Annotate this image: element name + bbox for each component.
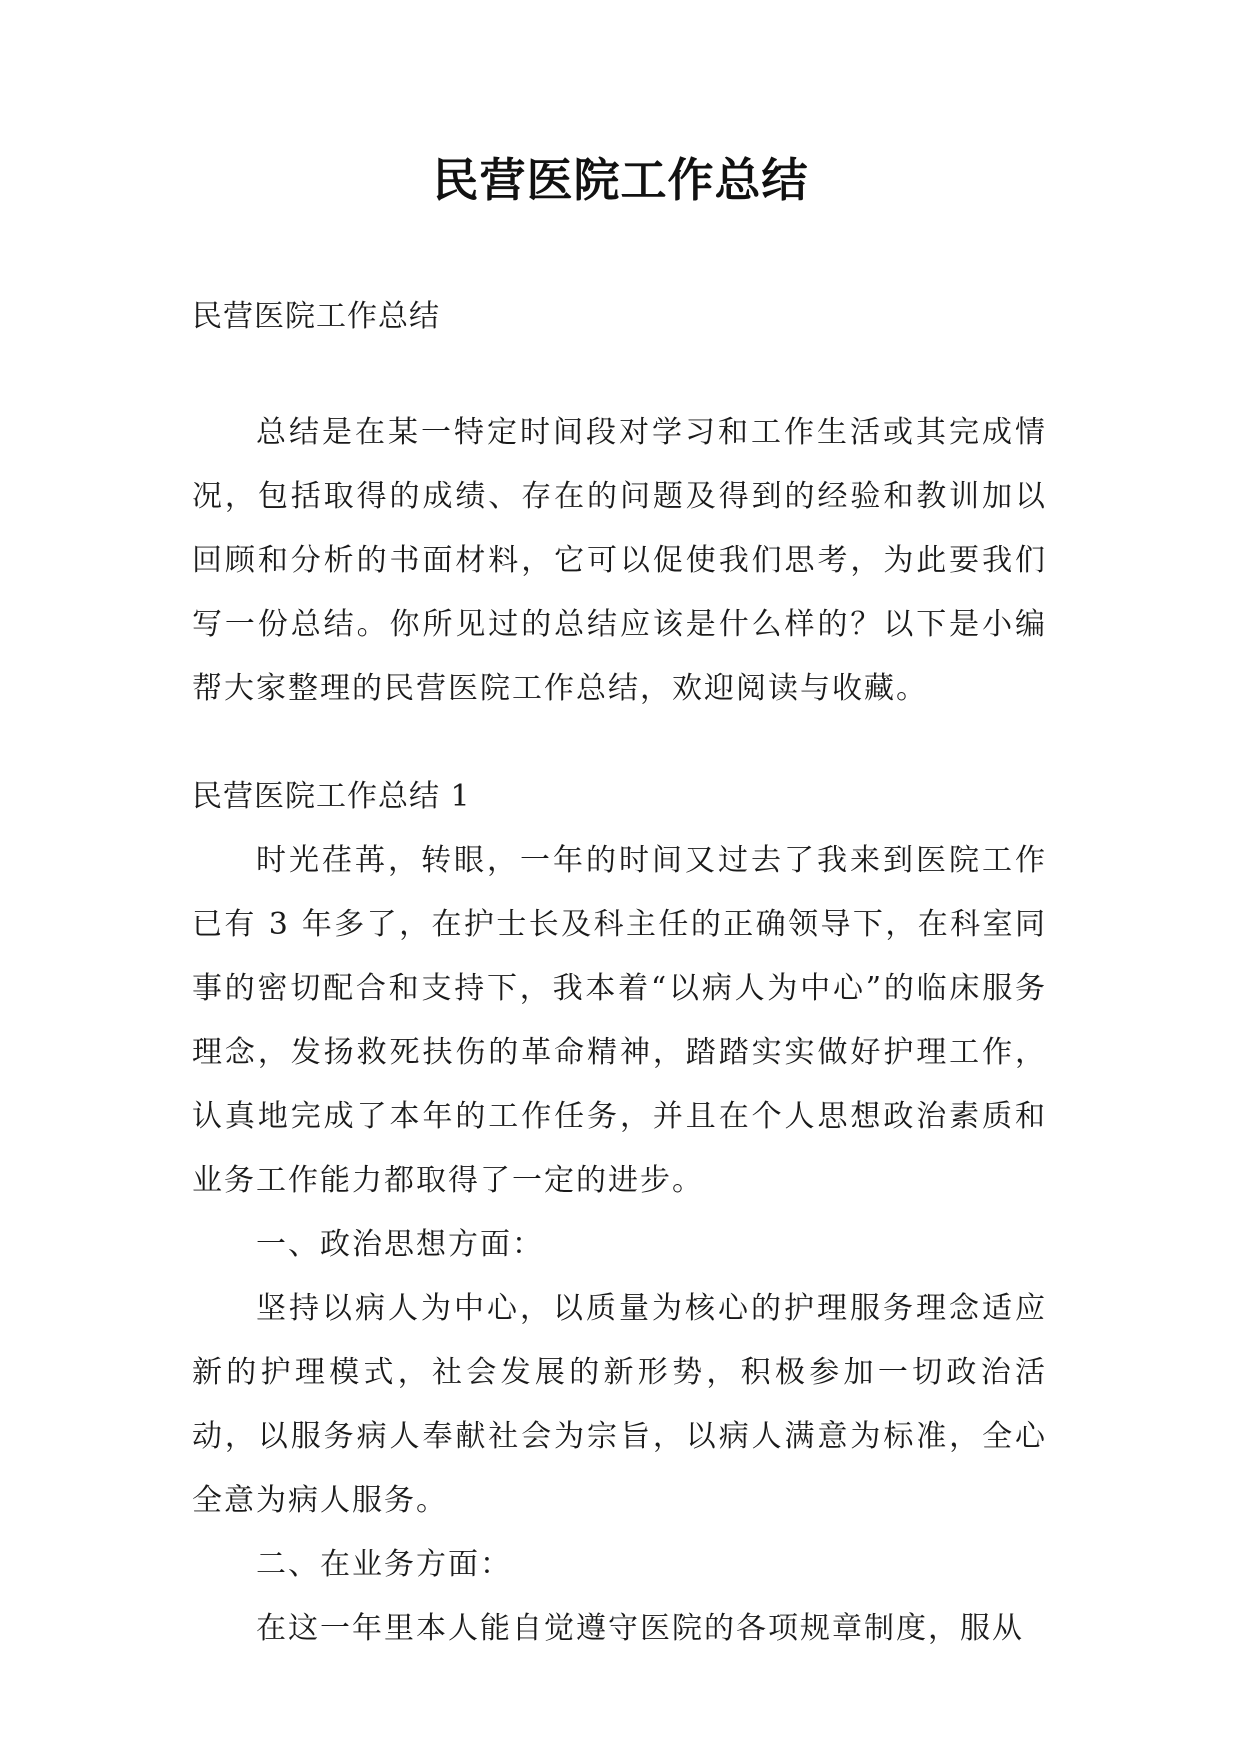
section-paragraph: 时光荏苒，转眼，一年的时间又过去了我来到医院工作已有 3 年多了，在护士长及科主任的正确领导下，在科室同事的密切配合和支持下，我本着“以病人为中心”的临床服务理念，发扬救死扶伤的革命精神，踏踏实实做好护理工作，认真地完成了本年的工作任务，并且在个人思想政治素质和业务工作能力都取得了一定的进步。 xyxy=(192,843,1047,1198)
document-body xyxy=(192,285,1047,1661)
item-body-business: 在这一年里本人能自觉遵守医院的各项规章制度，服从 xyxy=(256,1611,1024,1646)
spacer xyxy=(192,349,1047,401)
item-heading-politics: 一、政治思想方面： xyxy=(256,1227,544,1262)
document-title: 民营医院工作总结 xyxy=(432,153,809,207)
document-subtitle: 民营医院工作总结 xyxy=(192,299,440,334)
item-heading-business: 二、在业务方面： xyxy=(256,1547,512,1582)
spacer xyxy=(192,721,1047,765)
intro-paragraph: 总结是在某一特定时间段对学习和工作生活或其完成情况，包括取得的成绩、存在的问题及得到的经验和教训加以回顾和分析的书面材料，它可以促使我们思考，为此要我们写一份总结。你所见过的总结应该是什么样的？以下是小编帮大家整理的民营医院工作总结，欢迎阅读与收藏。 xyxy=(192,415,1047,706)
item-body-politics: 坚持以病人为中心，以质量为核心的护理服务理念适应新的护理模式，社会发展的新形势，积极参加一切政治活动，以服务病人奉献社会为宗旨，以病人满意为标准，全心全意为病人服务。 xyxy=(192,1291,1047,1518)
section-heading: 民营医院工作总结 1 xyxy=(192,779,471,814)
